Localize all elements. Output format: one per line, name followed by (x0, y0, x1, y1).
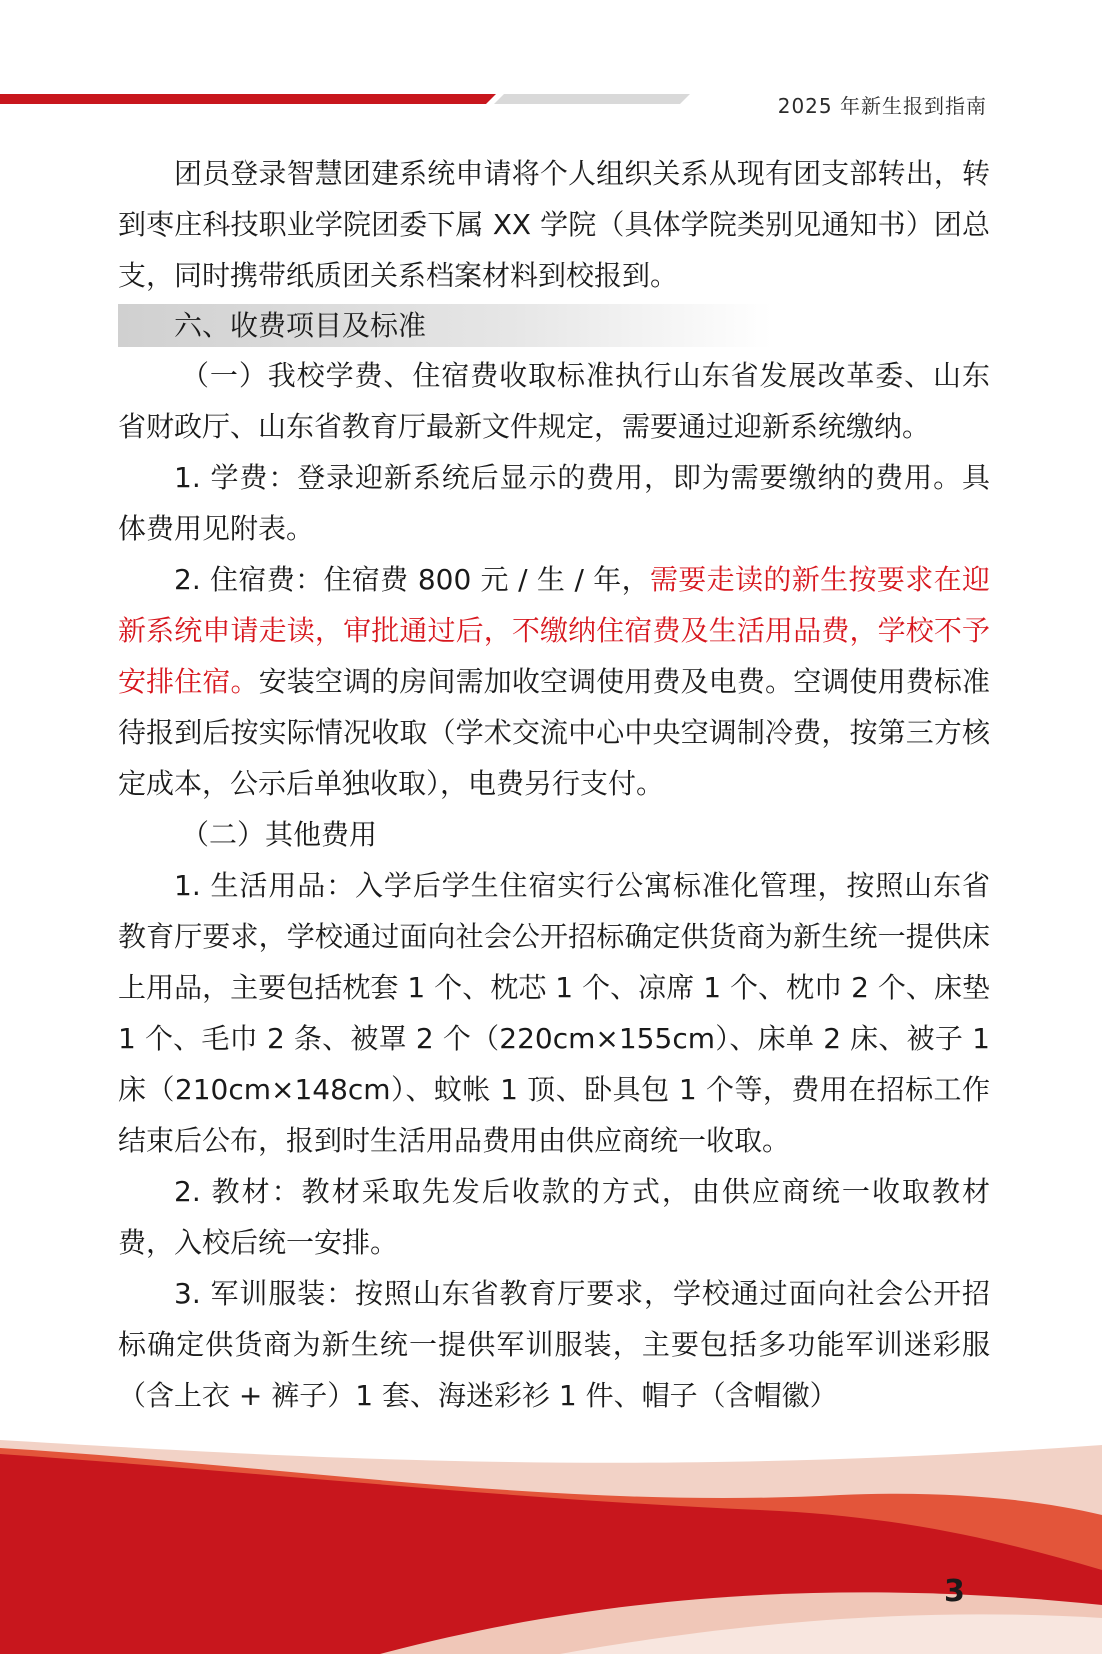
section-heading-fees: 六、收费项目及标准 (118, 304, 990, 347)
document-body (118, 148, 990, 1421)
air-conditioning-fee-text: 安装空调的房间需加收空调使用费及电费。空调使用费标准待报到后按实际情况收取（学术交流中心中央空调制冷费，按第三方核定成本，公示后单独收取），电费另行支付。 (118, 665, 990, 800)
paragraph-accommodation (118, 554, 990, 809)
paragraph-textbooks: 2. 教材：教材采取先发后收款的方式，由供应商统一收取教材费，入校后统一安排。 (118, 1175, 990, 1259)
header-title: 2025 年新生报到指南 (777, 94, 987, 118)
paragraph-fees-standard: （一）我校学费、住宿费收取标准执行山东省发展改革委、山东省财政厅、山东省教育厅最新文件规定，需要通过迎新系统缴纳。 (118, 359, 990, 443)
header-red-bar (0, 94, 496, 104)
paragraph-daily-supplies: 1. 生活用品：入学后学生住宿实行公寓标准化管理，按照山东省教育厅要求，学校通过面向社会公开招标确定供货商为新生统一提供床上用品，主要包括枕套 1 个、枕芯 1 个、凉席 1 个、枕巾 2 个、床垫 1 个、毛巾 2 条、被罩 2 个（220cm×155cm）、床单 2 床、被子 1 床（210cm×148cm）、蚊帐 1 顶、卧具包 1 个等，费用在招标工作结束后公布，报到时生活用品费用由供应商统一收取。 (118, 869, 990, 1157)
header-gray-bar (494, 94, 690, 104)
footer-wave-decoration (0, 1440, 1102, 1654)
accommodation-fee-text: 2. 住宿费：住宿费 800 元 / 生 / 年， (174, 563, 650, 596)
commuter-notice-highlight: 需要走读的新生按要求在迎新系统申请走读，审批通过后，不缴纳住宿费及生活用品费，学校不予安排住宿。 (118, 563, 990, 698)
subsection-other-fees: （二）其他费用 (181, 818, 378, 851)
paragraph-tuition: 1. 学费：登录迎新系统后显示的费用，即为需要缴纳的费用。具体费用见附表。 (118, 461, 990, 545)
page-number: 3 (944, 1574, 965, 1609)
paragraph-military-uniform: 3. 军训服装：按照山东省教育厅要求，学校通过面向社会公开招标确定供货商为新生统一提供军训服装，主要包括多功能军训迷彩服（含上衣 + 裤子）1 套、海迷彩衫 1 件、帽子（含帽徽） (118, 1277, 990, 1412)
paragraph-league-transfer: 团员登录智慧团建系统申请将个人组织关系从现有团支部转出，转到枣庄科技职业学院团委下属 XX 学院（具体学院类别见通知书）团总支，同时携带纸质团关系档案材料到校报到。 (118, 157, 990, 292)
